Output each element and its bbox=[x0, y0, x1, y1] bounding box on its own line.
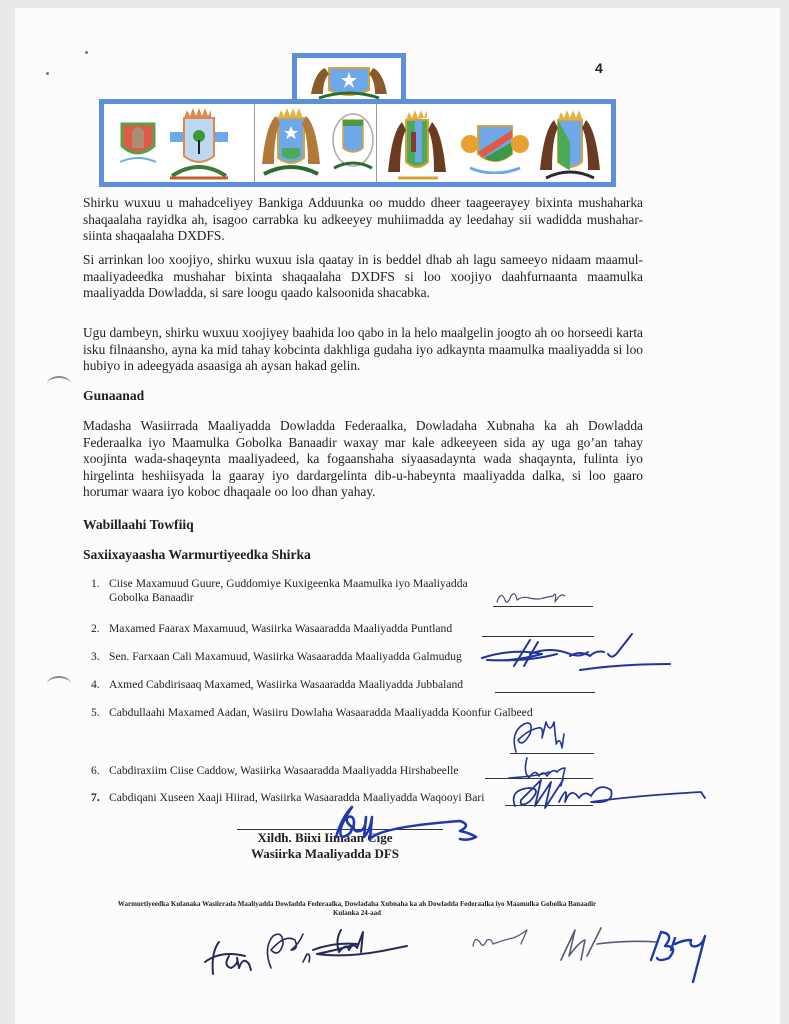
body-paragraph: Ugu dambeyn, shirku wuxuu xoojiyey baahida loo qabo in la helo maalgelin joogto ah oo horseedi karta isku filnaansho, ayna ka mid tahay kobcinta dakhliga gudaha iyo adkaynta maamulka maaliyadda si loo hubiyo in adeegyada asaasiga ah aysan hakad gelin. bbox=[83, 325, 643, 373]
minister-title: Wasiirka Maaliyadda DFS bbox=[250, 846, 400, 861]
banadir-emblem-icon bbox=[116, 118, 160, 168]
somalia-coat-of-arms-icon bbox=[297, 58, 401, 104]
signatory-item: 5. Cabdullaahi Maxamed Aadan, Wasiiru Dowlaha Wasaaradda Maaliyadda Koonfur Galbeed bbox=[91, 706, 533, 719]
signature-1 bbox=[493, 590, 583, 608]
jubbaland-emblem-icon bbox=[256, 104, 326, 180]
signatories-heading: Saxiixayaasha Warmurtiyeedka Shirka bbox=[83, 547, 311, 562]
signatory-name-cont: Gobolka Banaadir bbox=[109, 591, 194, 604]
signature-7 bbox=[507, 778, 747, 818]
hirshabelle-emblem-icon bbox=[168, 106, 230, 180]
footer-signatures bbox=[201, 926, 761, 986]
document-page bbox=[15, 8, 780, 1024]
signatory-item: 4. Axmed Cabdirisaaq Maxamed, Wasiirka Wasaaradda Maaliyadda Jubbaland bbox=[91, 678, 464, 691]
signatory-name: Cabdullaahi Maxamed Aadan, Wasiiru Dowlaha Wasaaradda Maaliyadda Koonfur Galbeed bbox=[109, 706, 533, 719]
signature-3 bbox=[480, 636, 690, 676]
signatory-name: Sen. Farxaan Cali Maxamuud, Wasiirka Wasaaradda Maaliyadda Galmudug bbox=[109, 650, 462, 663]
conclusion-paragraph: Madasha Wasiirrada Maaliyadda Dowladda Federaalka, Dowladaha Xubnaha ka ah Dowladda Federaalka iyo Maamulka Gobolka Banaadir waxay mar kale adkeeyeen sida ay uga go’an tahay xoojinta wada-shaqeynta maaliyadeed, ka fogaanshaha siyaasadaynta wada shaqaynta, fulinta iyo hirgelinta heshiisyada la gaaray iyo dardargelinta dib-u-habeynta maaliyadda dalka, si loo gaaro horumar waara iyo koboc dhaqaale oo loo dhan yahay. bbox=[83, 418, 643, 499]
footer-meeting: Kulanka 24-aad bbox=[332, 909, 382, 917]
member-states-emblem-banner bbox=[99, 99, 616, 187]
signatory-item: 6. Cabdiraxiim Ciise Caddow, Wasiirka Wasaaradda Maaliyadda Hirshabeelle bbox=[91, 764, 459, 777]
signatory-name: Maxamed Faarax Maxamuud, Wasiirka Wasaaradda Maaliyadda Puntland bbox=[109, 622, 453, 635]
document-footer bbox=[77, 900, 637, 918]
scan-speck bbox=[85, 51, 88, 54]
signatory-item: 1. Ciise Maxamuud Guure, Guddomiye Kuxigeenka Maamulka iyo Maaliyadda Gobolka Banaadir bbox=[91, 577, 468, 604]
body-paragraph: Shirku wuxuu u mahadceliyey Bankiga Adduunka oo muddo dheer taageerayey bixinta mushaharka shaqaalaha rayidka ah, isagoo carrabka ku adkeeyey muhiimadda ay leedahay sii wadidda mushahar-siinta shaqaalaha DXDFS. bbox=[83, 195, 643, 243]
punch-hole-mark bbox=[47, 676, 71, 692]
signatory-name: Ciise Maxamuud Guure, Guddomiye Kuxigeenka Maamulka iyo Maaliyadda bbox=[109, 577, 468, 590]
signatory-item: 3. Sen. Farxaan Cali Maxamuud, Wasiirka Wasaaradda Maaliyadda Galmudug bbox=[91, 650, 462, 663]
signature-5 bbox=[510, 718, 580, 756]
body-paragraph: Si arrinkan loo xoojiyo, shirku wuxuu isla qaatay in is beddel dhab ah lagu sameeyo nidaam maamul-maaliyadeedka mushahar bixinta shaqaalaha DXDFS si loo xoojiyo daahfurnaanta maamulka maaliyadda Dowladda, si sare loogu qaado kalsoonida shacabka. bbox=[83, 252, 643, 300]
scan-speck bbox=[46, 72, 49, 75]
southwest-emblem-icon bbox=[460, 118, 530, 174]
puntland-emblem-icon bbox=[382, 106, 452, 182]
signatory-item: 7. Cabdiqani Xuseen Xaaji Hiirad, Wasiirka Wasaaradda Maaliyadda Waqooyi Bari bbox=[91, 791, 485, 804]
closing-text: Wabillaahi Towfiiq bbox=[83, 517, 194, 532]
signatory-name: Cabdiqani Xuseen Xaaji Hiirad, Wasiirka Wasaaradda Maaliyadda Waqooyi Bari bbox=[109, 791, 485, 804]
conclusion-heading: Gunaanad bbox=[83, 388, 145, 403]
signature-minister bbox=[330, 803, 510, 843]
footer-title: Warmurtiyeedka Kulanaka Wasiirrada Maaliyadda Dowladda Federaalka, Dowladaha Xubnaha ka ah Dowladda Federaalka iyo Maamulka Gobolka Banaadir bbox=[117, 900, 597, 908]
punch-hole-mark bbox=[47, 376, 71, 392]
signatory-name: Axmed Cabdirisaaq Maxamed, Wasiirka Wasaaradda Maaliyadda Jubbaland bbox=[109, 678, 464, 691]
signature-line bbox=[495, 692, 595, 693]
galmudug-emblem-icon bbox=[330, 110, 376, 176]
signatory-name: Cabdiraxiim Ciise Caddow, Wasiirka Wasaaradda Maaliyadda Hirshabeelle bbox=[109, 764, 459, 777]
page-number: 4 bbox=[595, 60, 603, 76]
signatory-item: 2. Maxamed Faarax Maxamuud, Wasiirka Wasaaradda Maaliyadda Puntland bbox=[91, 622, 453, 635]
minister-name: Xildh. Biixi Iimaan Cige bbox=[257, 830, 393, 845]
waqooyi-bari-emblem-icon bbox=[534, 106, 606, 182]
